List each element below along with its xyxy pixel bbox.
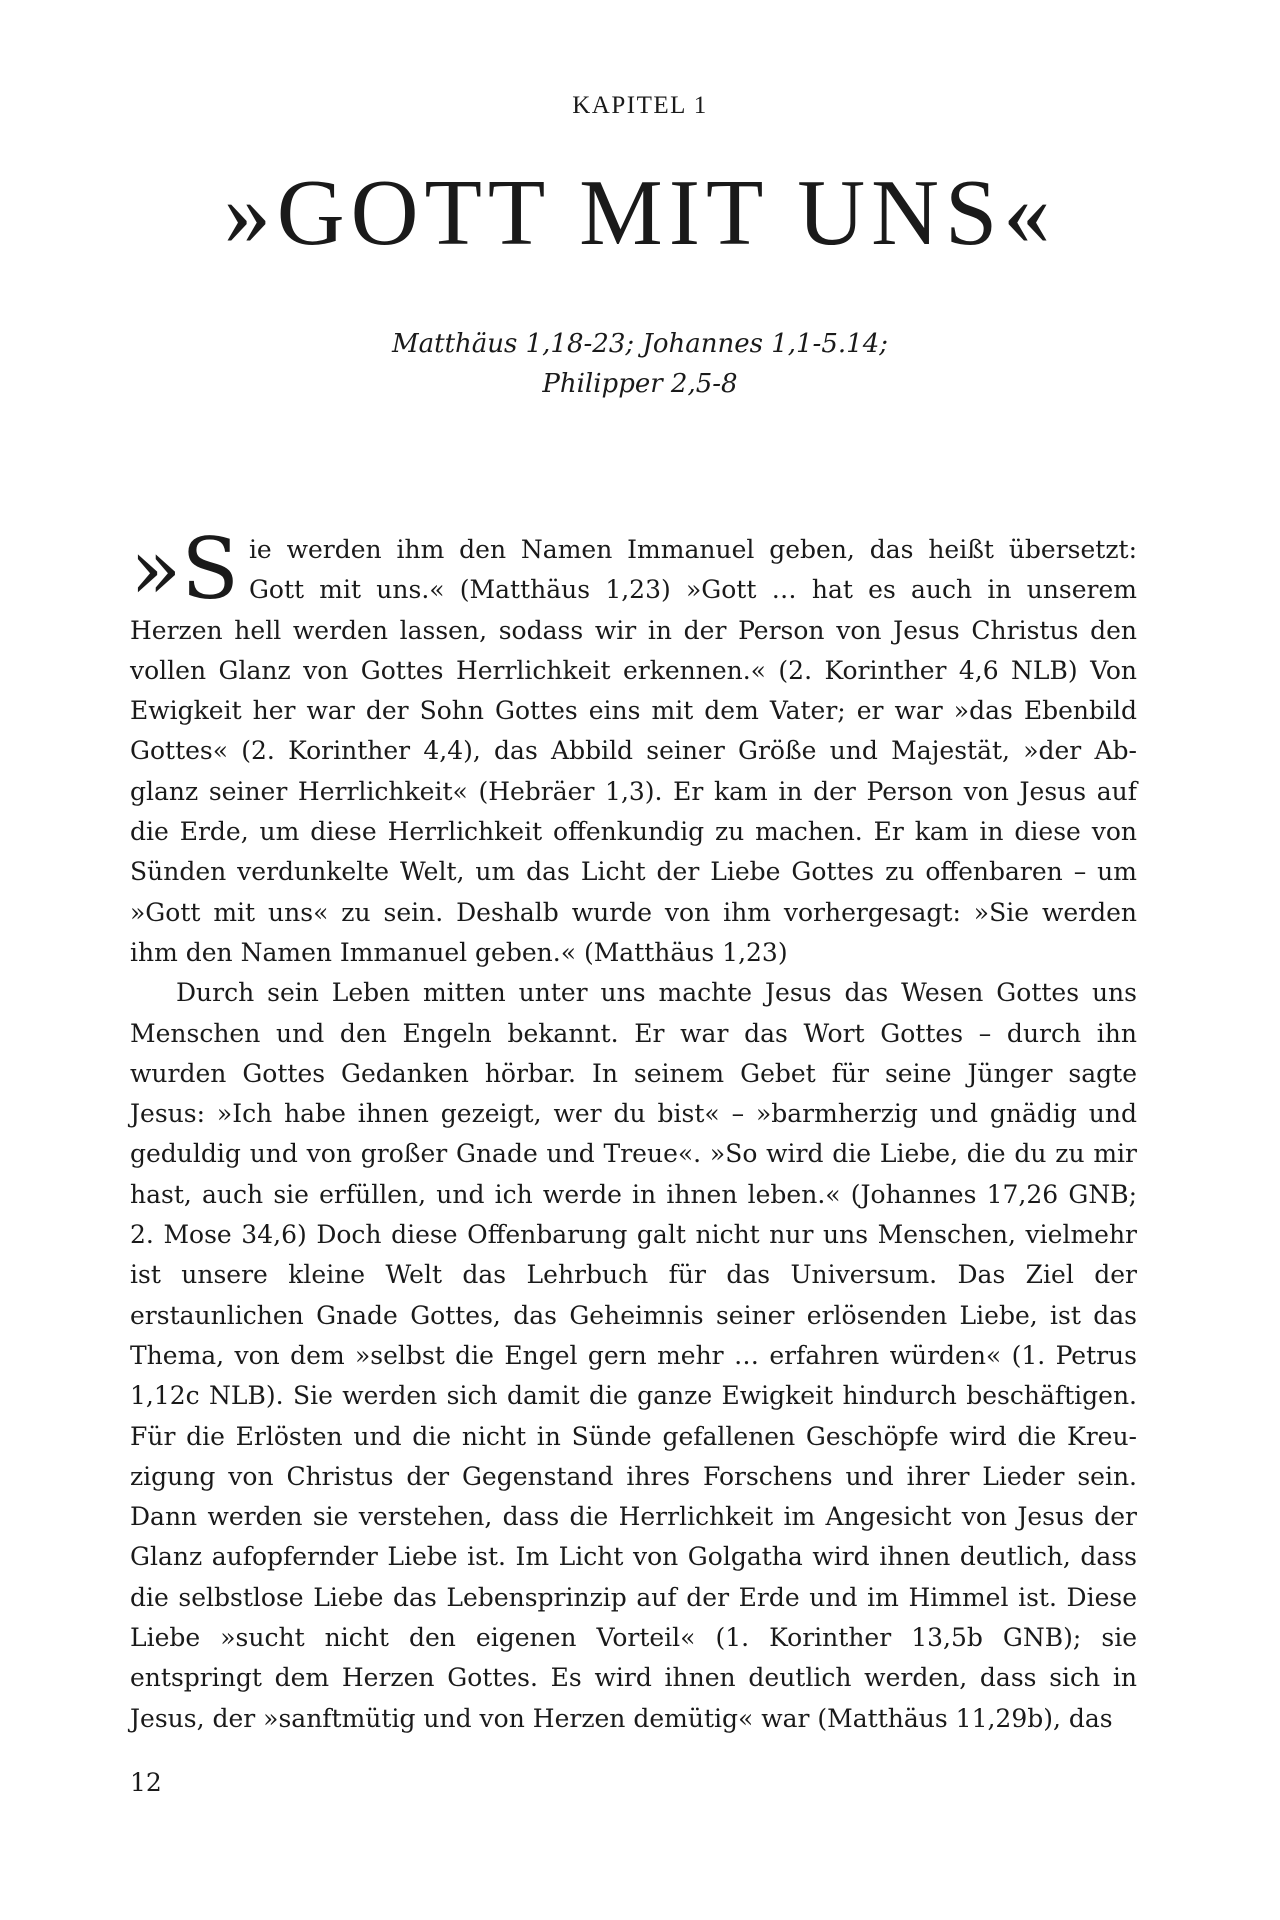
paragraph [130, 520, 1137, 973]
chapter-label: KAPITEL 1 [572, 92, 708, 119]
scripture-references [0, 324, 1280, 404]
paragraph-text: ie werden ihm den Namen Immanuel geben, das heißt übersetzt: Gott mit uns.« (Matthäus 1,23) »Gott … hat es auch in unserem Herzen hell werden lassen, sodass wir in der Person von Jesus Christus den vollen Glanz von Gottes Herrlichkeit erkennen.« (2. Korinther 4,6 NLB) Von Ewigkeit her war der Sohn Gottes eins mit dem Vater; er war »das Ebenbild Gottes« (2. Korinther 4,4), das Abbild seiner Größe und Majestät, »der Abglanz seiner Herrlichkeit« (Hebräer 1,3). Er kam in der Person von Jesus auf die Erde, um diese Herrlichkeit offenkundig zu machen. Er kam in diese von Sünden verdunkelte Welt, um das Licht der Liebe Gottes zu offenbaren – um »Gott mit uns« zu sein. Deshalb wurde von ihm vorhergesagt: »Sie werden ihm den Namen Immanuel geben.« (Matthäus 1,23) [130, 535, 1137, 967]
page-number: 12 [130, 1768, 162, 1797]
body-text [130, 520, 1137, 1739]
chapter-title: »GOTT MIT UNS« [223, 161, 1057, 265]
drop-cap: »S [130, 520, 239, 618]
paragraph: Durch sein Leben mitten unter uns machte Jesus das Wesen Gottes uns Menschen und den Engeln bekannt. Er war das Wort Gottes – durch ihn wurden Gottes Gedanken hörbar. In seinem Gebet für seine Jünger sagte Jesus: »Ich habe ihnen gezeigt, wer du bist« – »barmherzig und gnädig und geduldig und von großer Gnade und Treue«. »So wird die Liebe, die du zu mir hast, auch sie erfüllen, und ich werde in ihnen leben.« (Johannes 17,26 GNB; 2. Mose 34,6) Doch diese Offenbarung galt nicht nur uns Menschen, vielmehr ist unsere kleine Welt das Lehrbuch für das Universum. Das Ziel der erstaunlichen Gnade Gottes, das Geheimnis seiner erlösenden Liebe, ist das Thema, von dem »selbst die Engel gern mehr … erfahren würden« (1. Petrus 1,12c NLB). Sie werden sich damit die ganze Ewigkeit hindurch beschäftigen. Für die Erlösten und die nicht in Sünde gefallenen Geschöpfe wird die Kreuzigung von Christus der Gegenstand ihres Forschens und ihrer Lieder sein. Dann werden sie verstehen, dass die Herrlichkeit im Angesicht von Jesus der Glanz aufopfernder Liebe ist. Im Licht von Golgatha wird ihnen deutlich, dass die selbstlose Liebe das Lebensprinzip auf der Erde und im Himmel ist. Diese Liebe »sucht nicht den eigenen Vorteil« (1. Korinther 13,5b GNB); sie entspringt dem Herzen Gottes. Es wird ihnen deutlich werden, dass sich in Jesus, der »sanftmütig und von Herzen demütig« war (Matthäus 11,29b), das [130, 978, 1137, 1733]
reference-line: Philipper 2,5-8 [542, 369, 738, 399]
reference-line: Matthäus 1,18-23; Johannes 1,1-5.14; [392, 329, 888, 359]
